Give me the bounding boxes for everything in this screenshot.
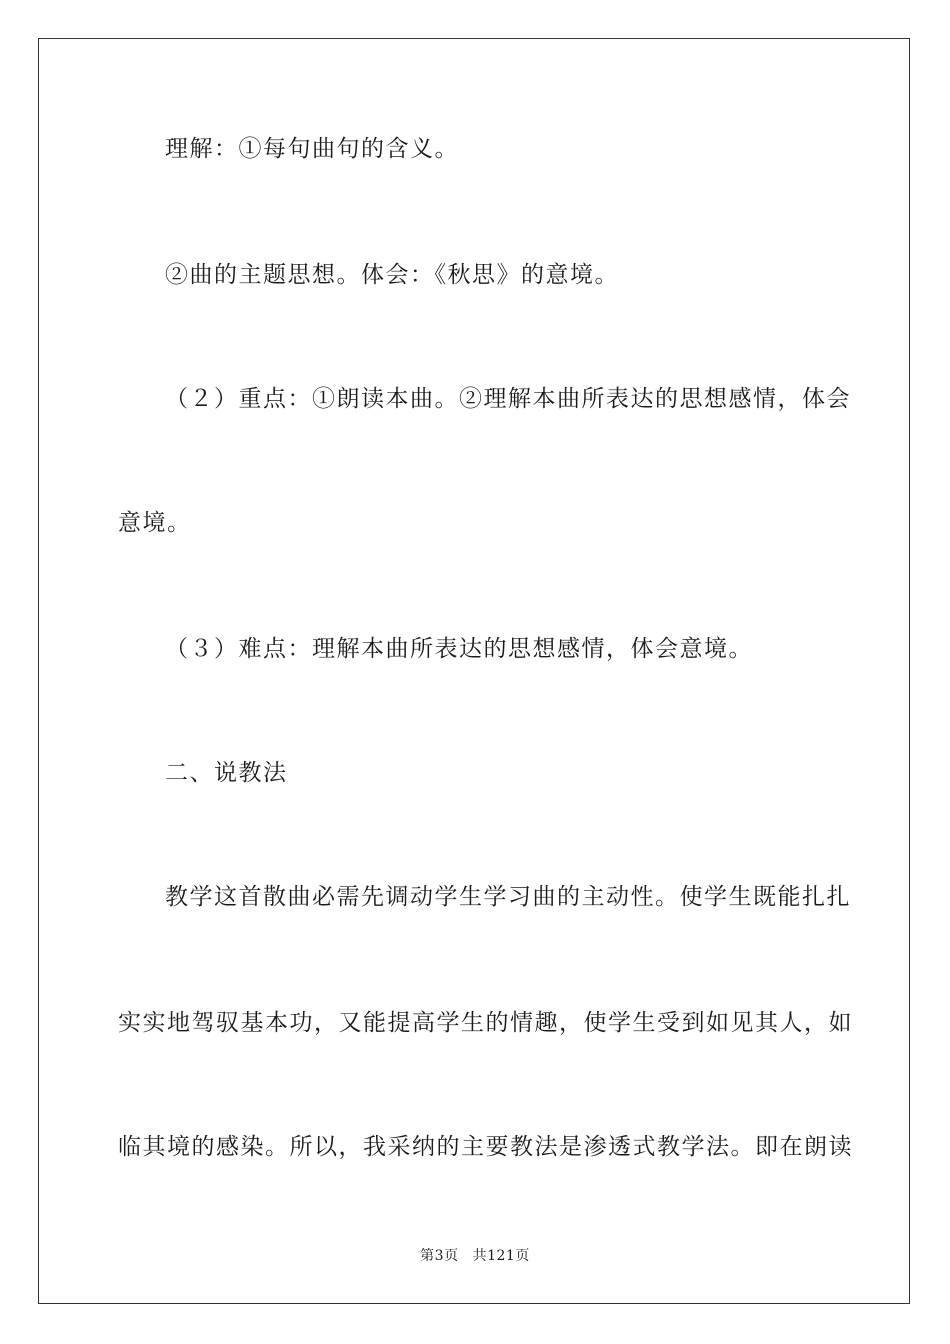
page-number-current: 第3页 [420,1248,459,1264]
paragraph-line: ②曲的主题思想。体会：《秋思》的意境。 [165,262,619,288]
paragraph-line: 教学这首散曲必需先调动学生学习曲的主动性。使学生既能扎扎 [165,884,851,910]
page-border [38,38,910,1304]
paragraph-line: 理解：①每句曲句的含义。 [165,136,459,162]
section-heading: 二、说教法 [165,760,288,786]
paragraph-line: 实实地驾驭基本功，又能提高学生的情趣，使学生受到如见其人，如 [118,1010,853,1036]
paragraph-line: 临其境的感染。所以，我采纳的主要教法是渗透式教学法。即在朗读 [118,1134,853,1160]
paragraph-line: （３）难点：理解本曲所表达的思想感情，体会意境。 [165,636,753,662]
paragraph-line: （２）重点：①朗读本曲。②理解本曲所表达的思想感情，体会 [165,386,851,412]
paragraph-line: 意境。 [118,510,192,536]
page-number-total: 共121页 [472,1248,530,1264]
page-footer [0,1246,950,1266]
